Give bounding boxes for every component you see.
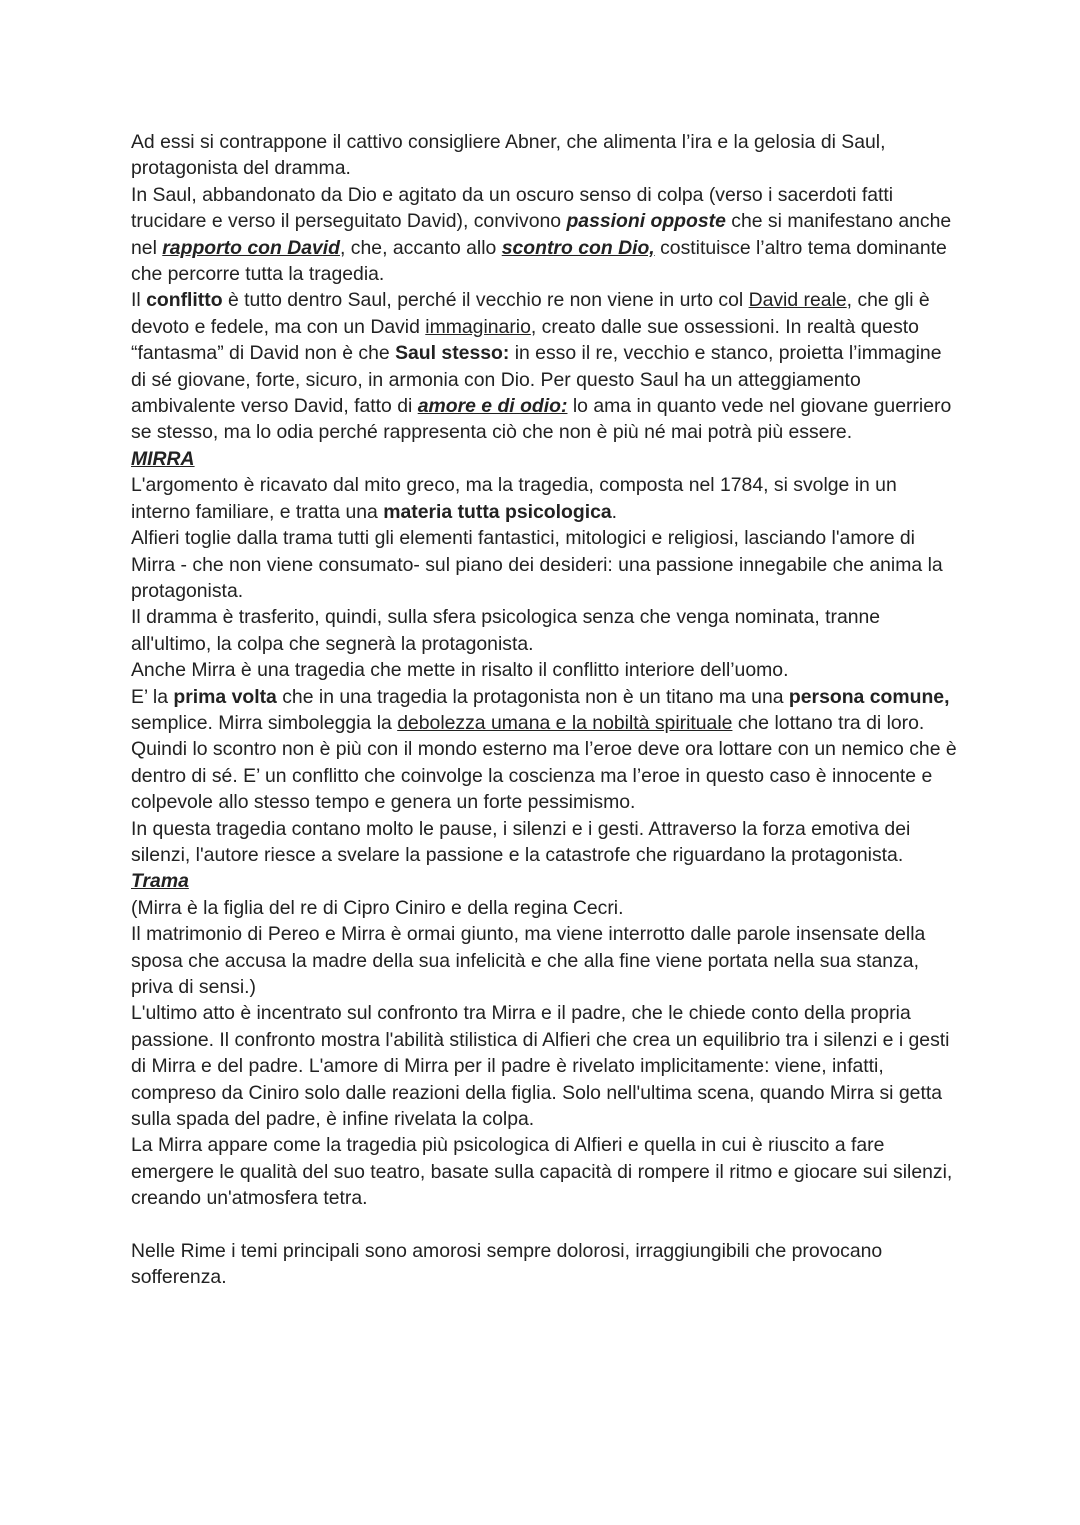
heading-mirra: MIRRA [131,447,195,470]
document-page [131,129,961,1291]
text-run: In questa tragedia contano molto le pause, i silenzi e i gesti. Attraverso la forza emotiva dei silenzi, l'autore riesce a svelare la passione e la catastrofe che riguardano la protagonista. [131,817,911,866]
emphasis-persona-comune: persona comune, [788,685,950,708]
emphasis-debolezza-nobilta: debolezza umana e la nobiltà spirituale [397,711,733,734]
emphasis-amore-e-odio: amore e di odio: [417,395,568,418]
paragraph-trama-conclusione [131,1132,961,1211]
paragraph-spacer [131,1212,961,1238]
emphasis-materia-psicologica: materia tutta psicologica [383,500,612,523]
text-run: , che gli è devoto e fedele, ma con un David [131,289,930,338]
emphasis-immaginario: immaginario [425,315,531,338]
paragraph-mirra-argomento [131,472,961,525]
paragraph-rime [131,1238,961,1291]
text-run: in esso il re, vecchio e stanco, proietta l’immagine di sé giovane, forte, sicuro, in armonia con Dio. Per questo Saul ha un atteggiamento ambivalente verso David, fatto di [131,342,942,418]
text-run: , creato dalle sue ossessioni. In realtà questo “fantasma” di David non è che [131,315,919,365]
paragraph-saul-conflict [131,287,961,445]
emphasis-saul-stesso: Saul stesso: [395,342,510,365]
text-run: che lottano tra di loro. Quindi lo scontro non è più con il mondo esterno ma l’eroe deve ora lottare con un nemico che è dentro di sé. E’ un conflitto che coinvolge la coscienza ma l’eroe in questo caso è innocente e colpevole allo stesso tempo e genera un forte pessimismo. [131,711,957,814]
text-run: Alfieri toglie dalla trama tutti gli elementi fantastici, mitologici e religiosi, lasciando l'amore di Mirra - che non viene consumato- sul piano dei desideri: una passione innegabile che anima la protagonista. [131,527,943,602]
paragraph-saul-passions [131,182,961,288]
emphasis-rapporto-con-david: rapporto con David [162,236,341,259]
text-run: L'argomento è ricavato dal mito greco, ma la tragedia, composta nel 1784, si svolge in un interno familiare, e tratta una [131,474,897,523]
text-run: Il [131,289,147,312]
text-run: Ad essi si contrappone il cattivo consigliere Abner, che alimenta l’ira e la gelosia di Saul, protagonista del dramma. [131,131,886,180]
text-run: è tutto dentro Saul, perché il vecchio re non viene in urto col [222,289,749,312]
emphasis-david-reale: David reale [748,289,847,312]
paragraph-trama-ultimo-atto [131,1000,961,1132]
text-run: . [611,500,618,523]
text-run: semplice. Mirra simboleggia la [131,711,398,734]
text-run: Il matrimonio di Pereo e Mirra è ormai giunto, ma viene interrotto dalle parole insensate della sposa che accusa la madre della sua infelicità e che alla fine viene portata nella sua stanza, priva di sensi.) [131,923,926,998]
emphasis-scontro-con-dio: scontro con Dio, [501,236,655,259]
text-run: La Mirra appare come la tragedia più psicologica di Alfieri e quella in cui è riuscito a fare emergere le qualità del suo teatro, basate sulla capacità di rompere il ritmo e giocare sui silenzi, creando un'atmosfera tetra. [131,1134,953,1210]
text-run: che si manifestano anche nel [131,210,952,259]
heading-trama: Trama [131,870,189,893]
text-run: che in una tragedia la protagonista non è un titano ma una [276,685,789,708]
text-run: Nelle Rime i temi principali sono amorosi sempre dolorosi, irraggiungibili che provocano sofferenza. [131,1240,883,1289]
paragraph-trama-personaggi [131,895,961,921]
emphasis-passioni-opposte: passioni opposte [566,210,726,233]
text-run: E’ la [131,685,174,708]
paragraph-mirra-trama-elementi [131,525,961,604]
paragraph-trama-matrimonio [131,921,961,1000]
paragraph-mirra-sfera-psicologica [131,604,961,657]
paragraph-mirra-persona-comune [131,684,961,816]
emphasis-conflitto: conflitto [146,289,223,312]
text-run: costituisce l’altro tema dominante che percorre tutta la tragedia. [131,236,947,286]
text-run: Anche Mirra è una tragedia che mette in risalto il conflitto interiore dell’uomo. [131,659,789,682]
text-run: In Saul, abbandonato da Dio e agitato da un oscuro senso di colpa (verso i sacerdoti fatti trucidare e verso il perseguitato David), convivono [131,183,894,233]
paragraph-mirra-silenzi [131,816,961,869]
text-run: (Mirra è la figlia del re di Cipro Ciniro e della regina Cecri. [131,896,624,919]
text-run: , che, accanto allo [340,236,502,259]
paragraph-mirra-conflitto [131,657,961,683]
paragraph-abner [131,129,961,182]
text-run: Il dramma è trasferito, quindi, sulla sfera psicologica senza che venga nominata, tranne all'ultimo, la colpa che segnerà la protagonista. [131,606,881,655]
text-run: lo ama in quanto vede nel giovane guerriero se stesso, ma lo odia perché rappresenta ciò che non è più né mai potrà più essere. [131,395,952,444]
emphasis-prima-volta: prima volta [173,685,277,708]
text-run: L'ultimo atto è incentrato sul confronto tra Mirra e il padre, che le chiede conto della propria passione. Il confronto mostra l'abilità stilistica di Alfieri che crea un equilibrio tra i silenzi e i gesti di Mirra e del padre. L'amore di Mirra per il padre è rivelato implicitamente: viene, infatti, compreso da Ciniro solo dalle reazioni della figlia. Solo nell'ultima scena, quando Mirra si getta sulla spada del padre, è infine rivelata la colpa. [131,1002,950,1131]
